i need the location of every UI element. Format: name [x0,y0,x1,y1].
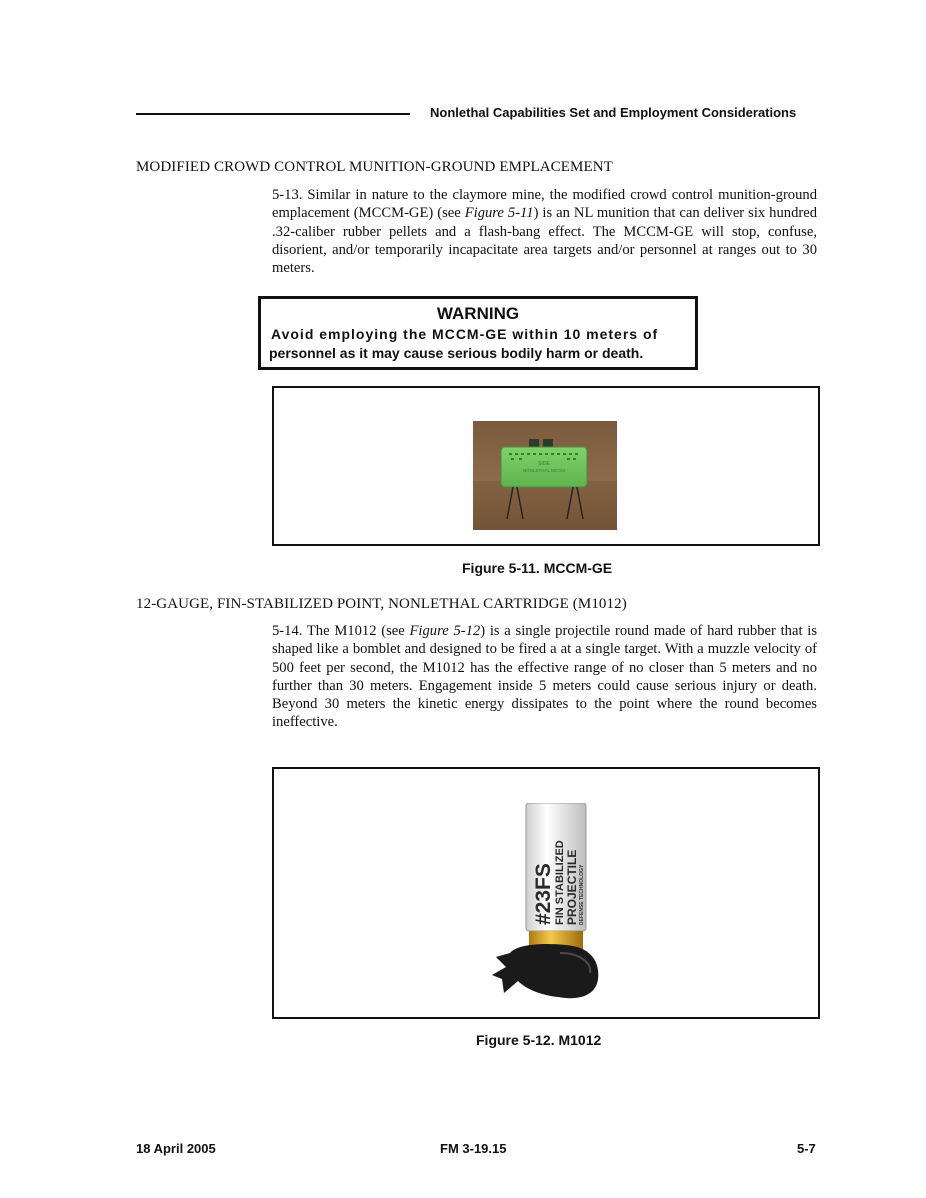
figure-reference-link[interactable]: Figure 5-12 [409,623,481,639]
header-rule [136,113,410,115]
paragraph-5-13 [272,186,817,277]
section-heading-m1012: 12-GAUGE, FIN-STABILIZED POINT, NONLETHAL CARTRIDGE (M1012) [136,596,627,612]
warning-title: WARNING [436,304,520,323]
figure-reference-link[interactable]: Figure 5-11 [464,205,534,222]
figure-5-11-frame [272,386,820,546]
cartridge-label-projectile: PROJECTILE [565,849,579,925]
paragraph-text: 5-14. The M1012 (see [272,623,410,639]
cartridge-label-type: FIN STABILIZED [554,840,566,925]
mccm-ge-photo [473,421,617,530]
section-heading-mccm: MODIFIED CROWD CONTROL MUNITION-GROUND EMPLACEMENT [136,159,613,175]
footer-manual-number: FM 3-19.15 [440,1141,507,1156]
paragraph-text: ) is a single projectile round made of hard rubber that is shaped like a bomblet and designed to be fired a at a single target. With a muzzle velocity of 500 feet per second, the M1012 has the effective range of no closer than 5 meters and no further than 30 meters. Engagement inside 5 meters could cause serious injury or death. Beyond 30 meters the kinetic energy dissipates to the point where the round becomes ineffective. [272,623,817,731]
mccm-ge-device-label: SIDE [538,461,550,467]
paragraph-text: 5-13. Similar in nature to the claymore mine, the modified crowd control munition-ground emplacement (MCCM-GE) (see [272,187,817,222]
paragraph-5-14 [272,622,817,732]
footer-page-number: 5-7 [797,1141,816,1156]
warning-text-line2: personnel as it may cause serious bodily harm or death. [269,345,644,361]
warning-text-line1: Avoid employing the MCCM-GE within 10 meters of [271,326,659,342]
figure-5-12-caption: Figure 5-12. M1012 [476,1032,602,1048]
cartridge-label-number: #23FS [532,863,555,925]
figure-5-11-caption: Figure 5-11. MCCM-GE [462,560,613,576]
warning-box [258,296,698,370]
svg-text:NONLETHAL MCCM: NONLETHAL MCCM [522,468,566,473]
figure-5-12-frame [272,767,820,1019]
paragraph-text: ) is an NL munition that can deliver six hundred .32-caliber rubber pellets and a flash-bang effect. The MCCM-GE will stop, confuse, disorient, and/or temporarily incapacitate area targets and/or personnel at ranges out to 30 meters. [272,205,818,277]
cartridge-label-maker: DEFENSE TECHNOLOGY [579,864,585,925]
m1012-cartridge-photo [488,803,608,1003]
footer-date: 18 April 2005 [136,1141,216,1156]
running-head: Nonlethal Capabilities Set and Employment Considerations [430,105,797,120]
